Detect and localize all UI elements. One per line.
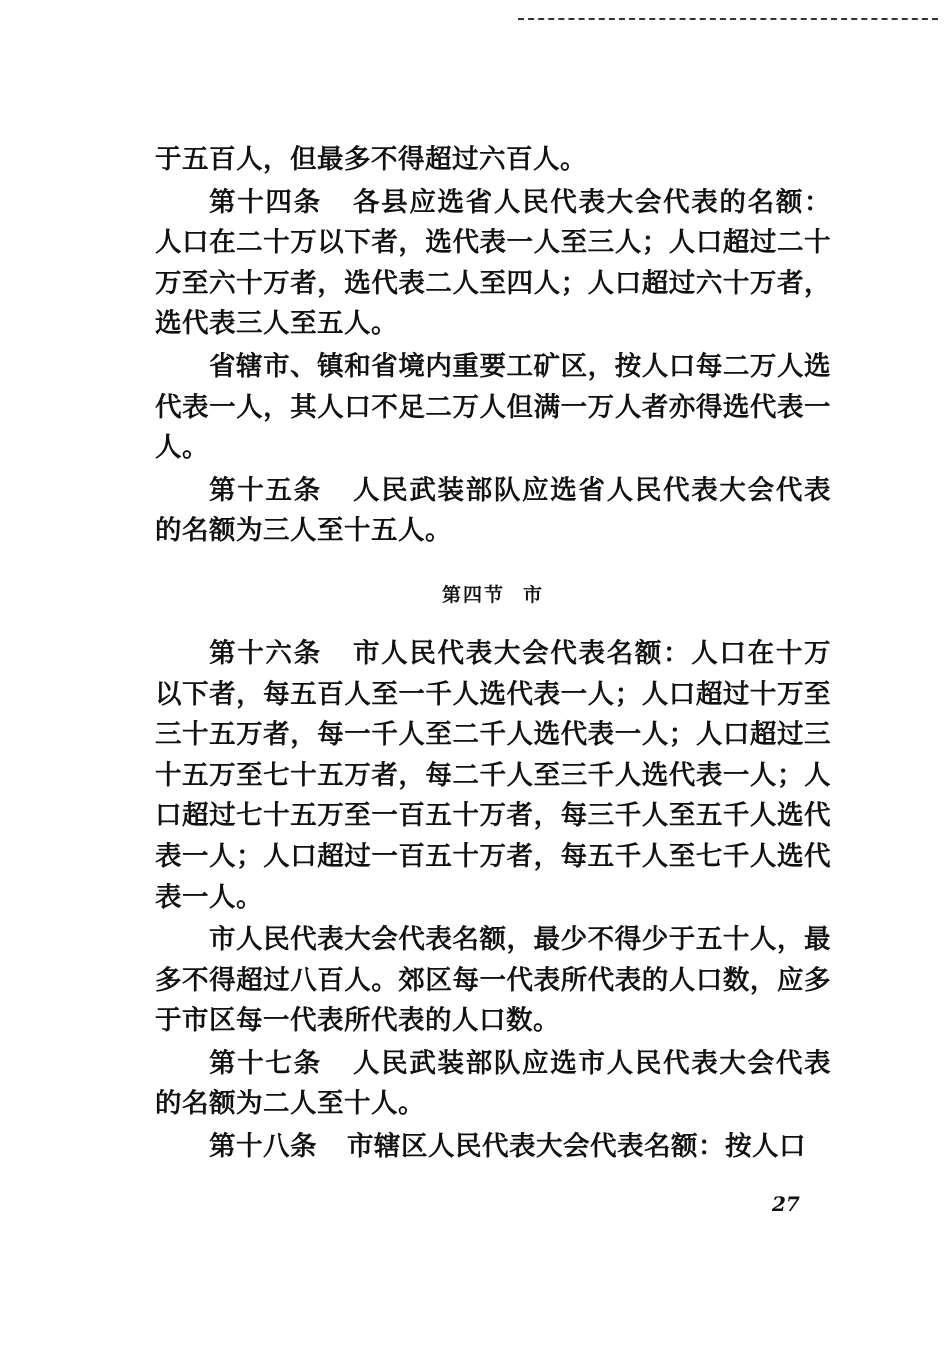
article-18-body: 市辖区人民代表大会代表名额：按人口 (347, 1131, 806, 1163)
paragraph-municipal-quota: 省辖市、镇和省境内重要工矿区，按人口每二万人选代表一人，其人口不足二万人但满一万人者亦得选代表一人。 (155, 350, 831, 464)
article-16 (155, 634, 831, 918)
section-number: 第四节 (441, 583, 505, 606)
paragraph-continuation: 于五百人，但最多不得超过六百人。 (155, 144, 587, 175)
article-17 (155, 1044, 831, 1125)
article-17-body: 人民武装部队应选市人民代表大会代表的名额为二人至十人。 (155, 1047, 832, 1120)
article-14 (155, 183, 831, 345)
page-body (155, 140, 831, 1168)
article-17-label: 第十七条 (209, 1047, 322, 1079)
article-16-label: 第十六条 (209, 637, 322, 669)
article-14-label: 第十四条 (209, 186, 322, 218)
paragraph-city-limits: 市人民代表大会代表名额，最少不得少于五十人，最多不得超过八百人。郊区每一代表所代表的人口数，应多于市区每一代表所代表的人口数。 (155, 924, 831, 1037)
article-16-body: 市人民代表大会代表名额：人口在十万以下者，每五百人至一千人选代表一人；人口超过十万至三十五万者，每一千人至二千人选代表一人；人口超过三十五万至七十五万者，每二千人至三千人选代表一人；人口超过七十五万至一百五十万者，每三千人至五千人选代表一人；人口超过一百五十万者，每五千人至七千人选代表一人。 (155, 637, 832, 913)
section-title: 市 (523, 583, 545, 606)
article-14-body: 各县应选省人民代表大会代表的名额：人口在二十万以下者，选代表一人至三人；人口超过二十万至六十万者，选代表二人至四人；人口超过六十万者，选代表三人至五人。 (155, 186, 832, 340)
article-15 (155, 471, 831, 552)
article-15-label: 第十五条 (209, 474, 322, 506)
section-heading (155, 580, 831, 610)
article-18 (155, 1127, 831, 1168)
header-dashed-rule (518, 18, 938, 20)
page-number: 27 (772, 1192, 800, 1216)
article-15-body: 人民武装部队应选省人民代表大会代表的名额为三人至十五人。 (155, 474, 832, 547)
article-18-label: 第十八条 (209, 1131, 317, 1163)
